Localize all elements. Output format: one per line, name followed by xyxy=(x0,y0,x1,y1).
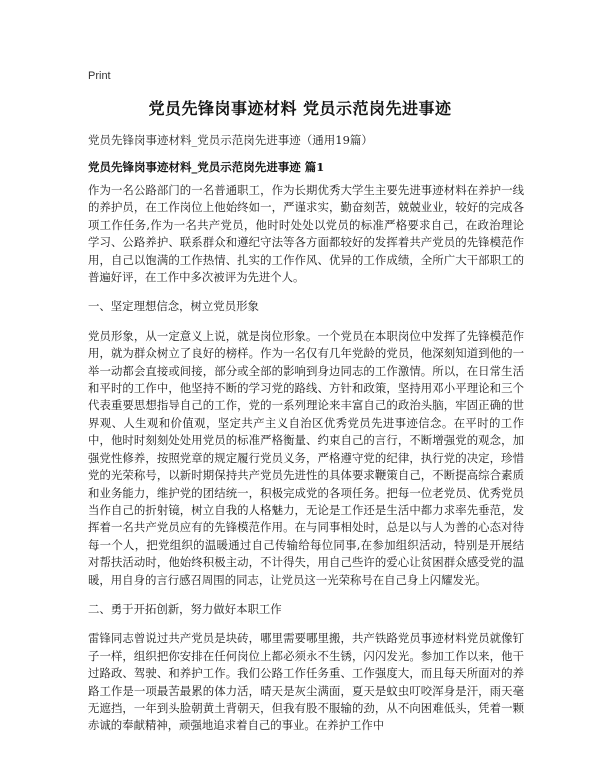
article-body xyxy=(88,182,524,747)
subheading-2: 二、勇于开拓创新，努力做好本职工作 xyxy=(88,601,282,616)
paragraph-2: 雷锋同志曾说过共产党员是块砖，哪里需要哪里搬，共产铁路党员事迹材料党员就像钉子一样，组织把你安排在任何岗位上都必须永不生锈，闪闪发光。参加工作以来，他干过路政、驾驶、和养护工作。我们公路工作任务重、工作强度大，而且每天所面对的养路工作是一项最苦最累的体力活，晴天是灰尘满面，夏天是蚊虫叮咬浑身是汗，雨天毫无遮挡，一年到头脸朝黄土背朝天，但我有股不服输的劲，从不向困难低头，凭着一颗赤诚的奉献精神，顽强地追求着自己的事业。在养护工作中 xyxy=(88,631,524,733)
page-title: 党员先锋岗事迹材料 党员示范岗先进事迹 xyxy=(148,99,452,118)
subheading-1: 一、坚定理想信念，树立党员形象 xyxy=(88,299,259,314)
section-heading: 党员先锋岗事迹材料_党员示范岗先进事迹 篇1 xyxy=(88,160,325,174)
print-link[interactable]: Print xyxy=(88,70,111,82)
paragraph-1: 党员形象，从一定意义上说，就是岗位形象。一个党员在本职岗位中发挥了先锋模范作用，就为群众树立了良好的榜样。作为一名仅有几年党龄的党员，他深刻知道到他的一举一动都会直接或间接，部分或全部的影响到身边同志的工作激情。所以，在日常生活和平时的工作中，他坚持不断的学习党的路线、方针和政策，坚持用邓小平理论和三个代表重要思想指导自己的工作，党的一系列理论来丰富自己的政治头脑，牢固正确的世界观、人生观和价值观，坚定共产主义自治区优秀党员先进事迹信念。在平时的工作中，他时时刻刻处处用党员的标准严格衡量、约束自己的言行，不断增强党的观念，加强党性修养，按照党章的规定履行党员义务，严格遵守党的纪律，执行党的决定，珍惜党的光荣称号，以新时期保持共产党员先进性的具体要求鞭策自己，不断提高综合素质和业务能力，维护党的团结统一，积极完成党的各项任务。把每一位老党员、优秀党员当作自己的折射镜，树立自我的人格魅力，无论是工作还是生活中都力求率先垂范，发挥着一名共产党员应有的先锋模范作用。在与同事相处时，总是以与人为善的心态对待每一个人，把党组织的温暖通过自己传输给每位同事,在参加组织活动，特别是开展结对帮扶活动时，他始终积极主动，不计得失，用自己些许的爱心让贫困群众感受党的温暖，用自身的言行感召周围的同志，让党员这一光荣称号在自己身上闪耀发光。 xyxy=(88,328,524,587)
page-subtitle: 党员先锋岗事迹材料_党员示范岗先进事迹（通用19篇） xyxy=(88,133,373,147)
paragraph-intro: 作为一名公路部门的一名普通职工，作为长期优秀大学生主要先进事迹材料在养护一线的养护员，在工作岗位上他始终如一，严谨求实，勤奋刻苦，兢兢业业，较好的完成各项工作任务,作为一名共产党员，他时时处处以党员的标准严格要求自己，在政治理论学习、公路养护、联系群众和遵纪守法等各方面都较好的发挥着共产党员的先锋模范作用，自己以饱满的工作热情、扎实的工作作风、优异的工作成绩，全所广大干部职工的普遍好评，在工作中多次被评为先进个人。 xyxy=(88,183,524,285)
